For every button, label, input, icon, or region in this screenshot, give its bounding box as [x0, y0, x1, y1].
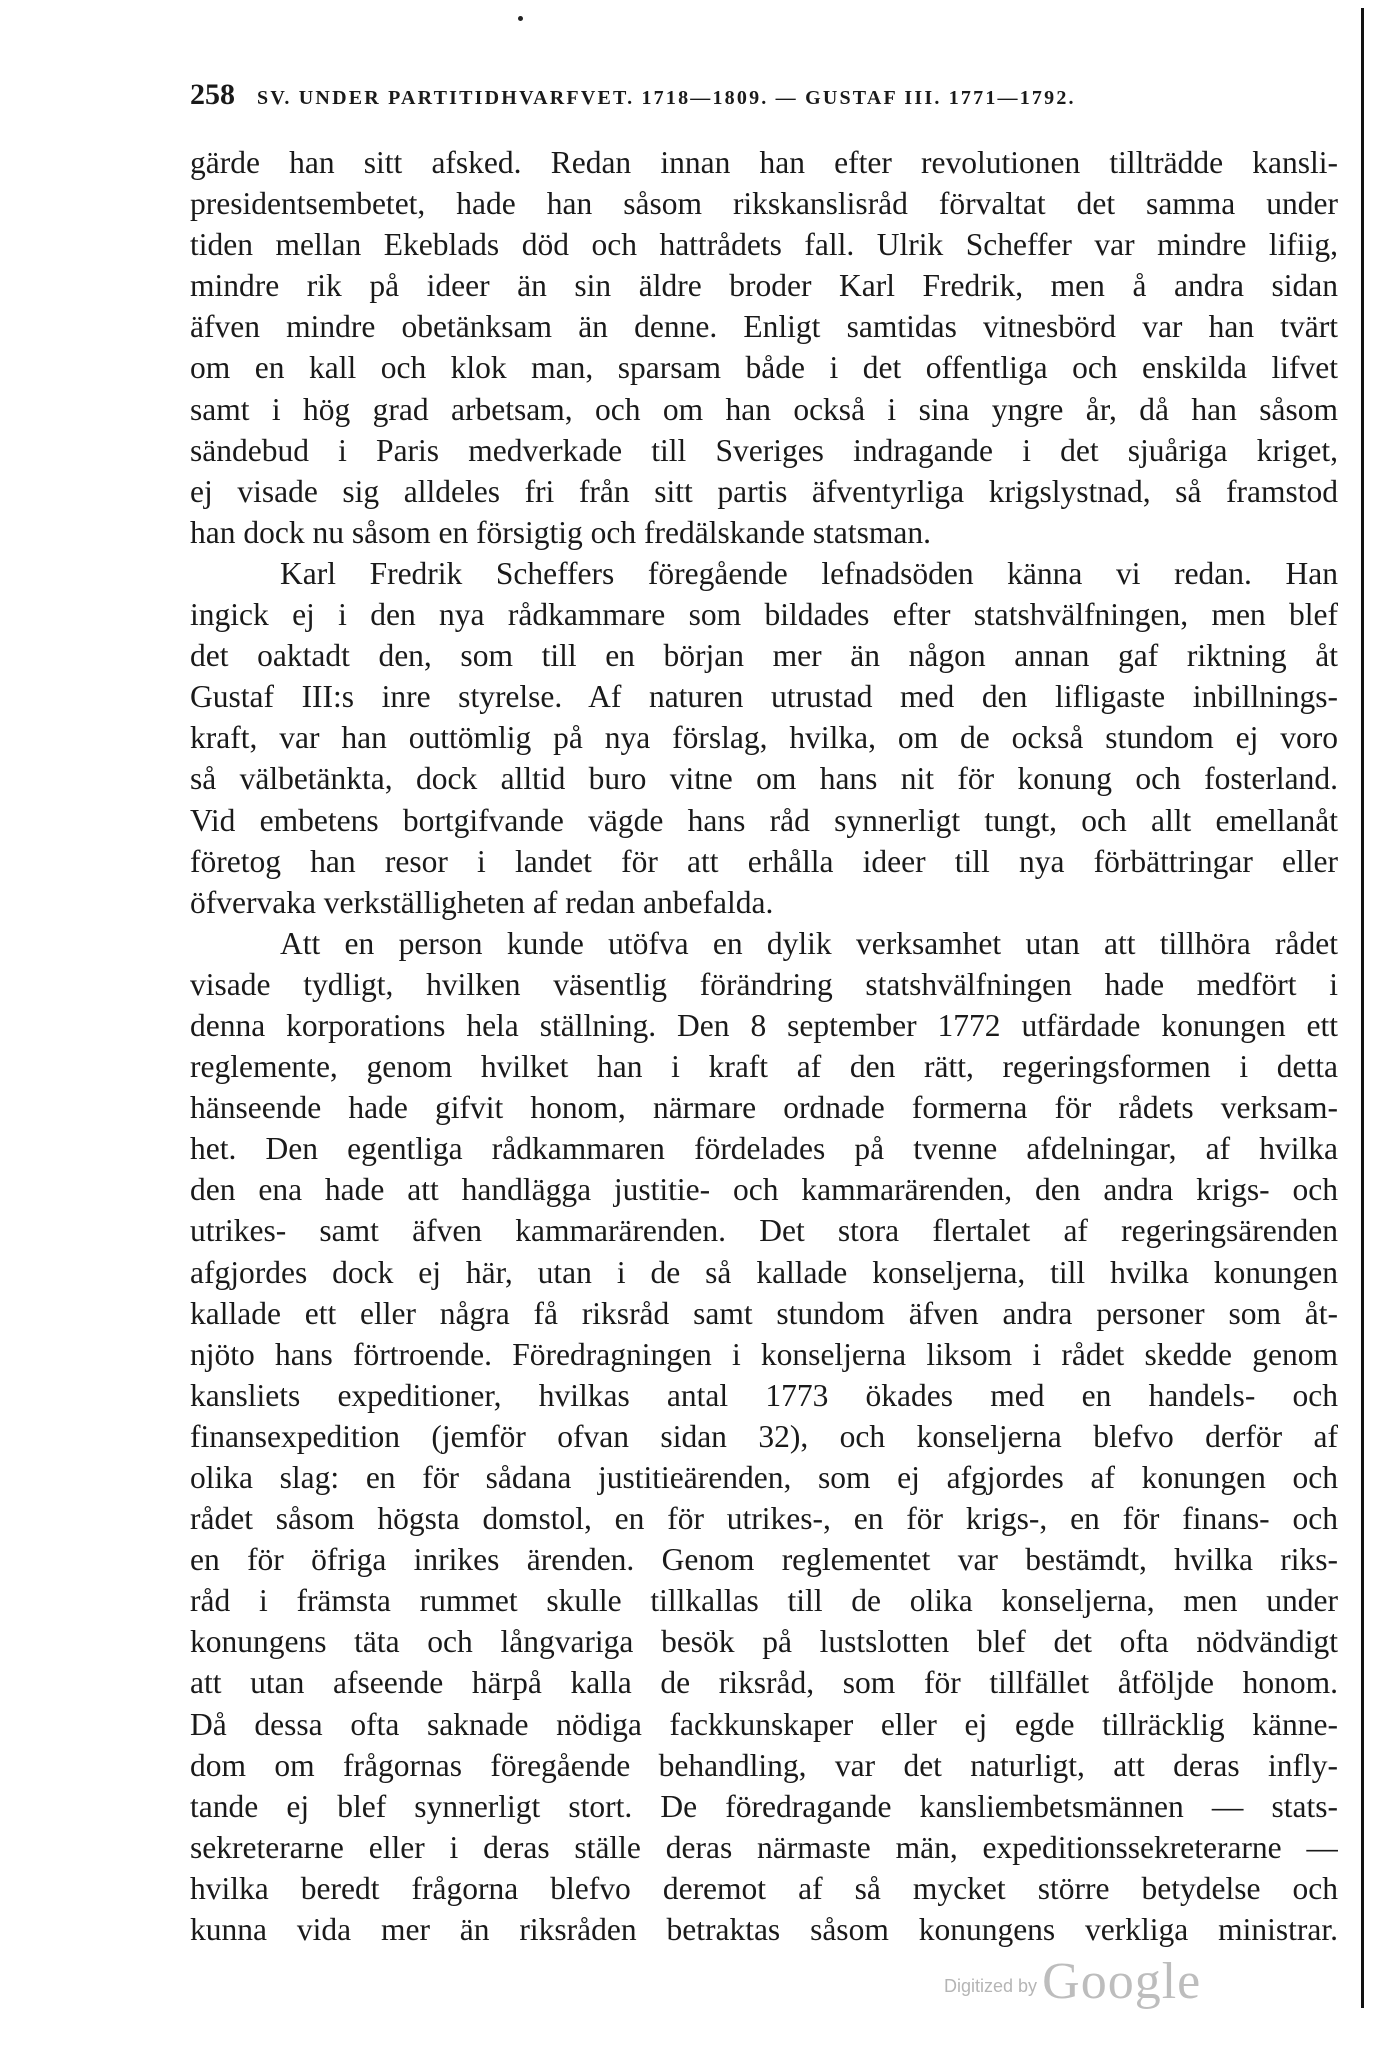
text-line: gärde han sitt afsked. Redan innan han efter revolutionen tillträdde kansli- [190, 145, 1338, 180]
text-line: Vid embetens bortgifvande vägde hans råd synnerligt tungt, och allt emellanåt [190, 802, 1338, 838]
text-line: het. Den egentliga rådkammaren fördelades på tvenne afdelningar, af hvilka [190, 1131, 1338, 1167]
ink-dot [518, 16, 523, 21]
text-line: utrikes- samt äfven kammarärenden. Det stora flertalet af regeringsärenden [190, 1213, 1338, 1249]
paragraph-end-line: han dock nu såsom en försigtig och fredälskande statsman. [190, 514, 931, 550]
text-line: njöto hans förtroende. Föredragningen i konseljerna liksom i rådet skedde genom [190, 1336, 1338, 1372]
text-line: ingick ej i den nya rådkammare som bildades efter statshvälfningen, men blef [190, 597, 1338, 633]
paragraph-start-line: Karl Fredrik Scheffers föregående lefnadsöden känna vi redan. Han [280, 555, 1338, 591]
text-line: afgjordes dock ej här, utan i de så kallade konseljerna, till hvilka konungen [190, 1254, 1338, 1290]
text-line: kunna vida mer än riksråden betraktas såsom konungens verkliga ministrar. [190, 1912, 1338, 1948]
text-line: kallade ett eller några få riksråd samt stundom äfven andra personer som åt- [190, 1295, 1338, 1331]
text-line: visade tydligt, hvilken väsentlig förändring statshvälfningen hade medfört i [190, 966, 1338, 1002]
page-number: 258 [190, 78, 235, 111]
text-line: konungens täta och långvariga besök på lustslotten blef det ofta nödvändigt [190, 1624, 1338, 1660]
text-line: tande ej blef synnerligt stort. De föredragande kansliembetsmännen — stats- [190, 1788, 1338, 1824]
text-line: finansexpedition (jemför ofvan sidan 32), och konseljerna blefvo derför af [190, 1418, 1338, 1454]
text-line: ej visade sig alldeles fri från sitt partis äfventyrliga krigslystnad, så framstod [190, 473, 1338, 509]
text-line: dom om frågornas föregående behandling, var det naturligt, att deras infly- [190, 1747, 1338, 1783]
text-line: om en kall och klok man, sparsam både i det offentliga och enskilda lifvet [190, 350, 1338, 386]
text-line: den ena hade att handlägga justitie- och kammarärenden, den andra krigs- och [190, 1172, 1338, 1208]
body-text [190, 142, 1338, 1950]
text-line: kraft, var han outtömlig på nya förslag, hvilka, om de också stundom ej voro [190, 720, 1338, 756]
text-line: Gustaf III:s inre styrelse. Af naturen utrustad med den lifligaste inbillnings- [190, 679, 1338, 715]
text-line: sändebud i Paris medverkade till Sveriges indragande i det sjuåriga kriget, [190, 432, 1338, 468]
text-line: en för öfriga inrikes ärenden. Genom reglementet var bestämdt, hvilka riks- [190, 1542, 1338, 1578]
text-line: att utan afseende härpå kalla de riksråd, som för tillfället åtföljde honom. [190, 1665, 1338, 1701]
text-line: samt i hög grad arbetsam, och om han också i sina yngre år, då han såsom [190, 391, 1338, 427]
text-line: företog han resor i landet för att erhålla ideer till nya förbättringar eller [190, 843, 1338, 879]
text-line: presidentsembetet, hade han såsom rikskanslisråd förvaltat det samma under [190, 186, 1338, 222]
text-line: äfven mindre obetänksam än denne. Enligt samtidas vitnesbörd var han tvärt [190, 309, 1338, 345]
digitized-watermark [944, 1952, 1201, 2011]
paragraph-end-line: öfvervaka verkställigheten af redan anbefalda. [190, 884, 774, 920]
text-line: tiden mellan Ekeblads död och hattrådets fall. Ulrik Scheffer var mindre lifiig, [190, 227, 1338, 263]
text-line: hvilka beredt frågorna blefvo deremot af så mycket större betydelse och [190, 1870, 1338, 1906]
text-line: mindre rik på ideer än sin äldre broder Karl Fredrik, men å andra sidan [190, 268, 1338, 304]
text-line: denna korporations hela ställning. Den 8 september 1772 utfärdade konungen ett [190, 1007, 1338, 1043]
text-line: kansliets expeditioner, hvilkas antal 1773 ökades med en handels- och [190, 1377, 1338, 1413]
running-header [190, 78, 1330, 114]
text-line: råd i främsta rummet skulle tillkallas till de olika konseljerna, men under [190, 1583, 1338, 1619]
text-line: Då dessa ofta saknade nödiga fackkunskaper eller ej egde tillräcklig känne- [190, 1706, 1338, 1742]
text-line: sekreterarne eller i deras ställe deras närmaste män, expeditionssekreterarne — [190, 1829, 1338, 1865]
text-line: rådet såsom högsta domstol, en för utrikes-, en för krigs-, en för finans- och [190, 1501, 1338, 1537]
page-edge-line [1361, 8, 1364, 2008]
paragraph-start-line: Att en person kunde utöfva en dylik verksamhet utan att tillhöra rådet [280, 925, 1338, 961]
running-title: SV. UNDER PARTITIDHVARFVET. 1718—1809. — GUSTAF III. 1771—1792. [257, 87, 1076, 109]
watermark-prefix: Digitized by [944, 1976, 1038, 1996]
text-line: olika slag: en för sådana justitieärenden, som ej afgjordes af konungen och [190, 1460, 1338, 1495]
text-line: hänseende hade gifvit honom, närmare ordnade formerna för rådets verksam- [190, 1090, 1338, 1126]
text-line: det oaktadt den, som till en början mer än någon annan gaf riktning åt [190, 638, 1338, 674]
google-logo: Google [1042, 1953, 1202, 2010]
text-line: reglemente, genom hvilket han i kraft af den rätt, regeringsformen i detta [190, 1049, 1338, 1085]
text-line: så välbetänkta, dock alltid buro vitne om hans nit för konung och fosterland. [190, 761, 1338, 797]
